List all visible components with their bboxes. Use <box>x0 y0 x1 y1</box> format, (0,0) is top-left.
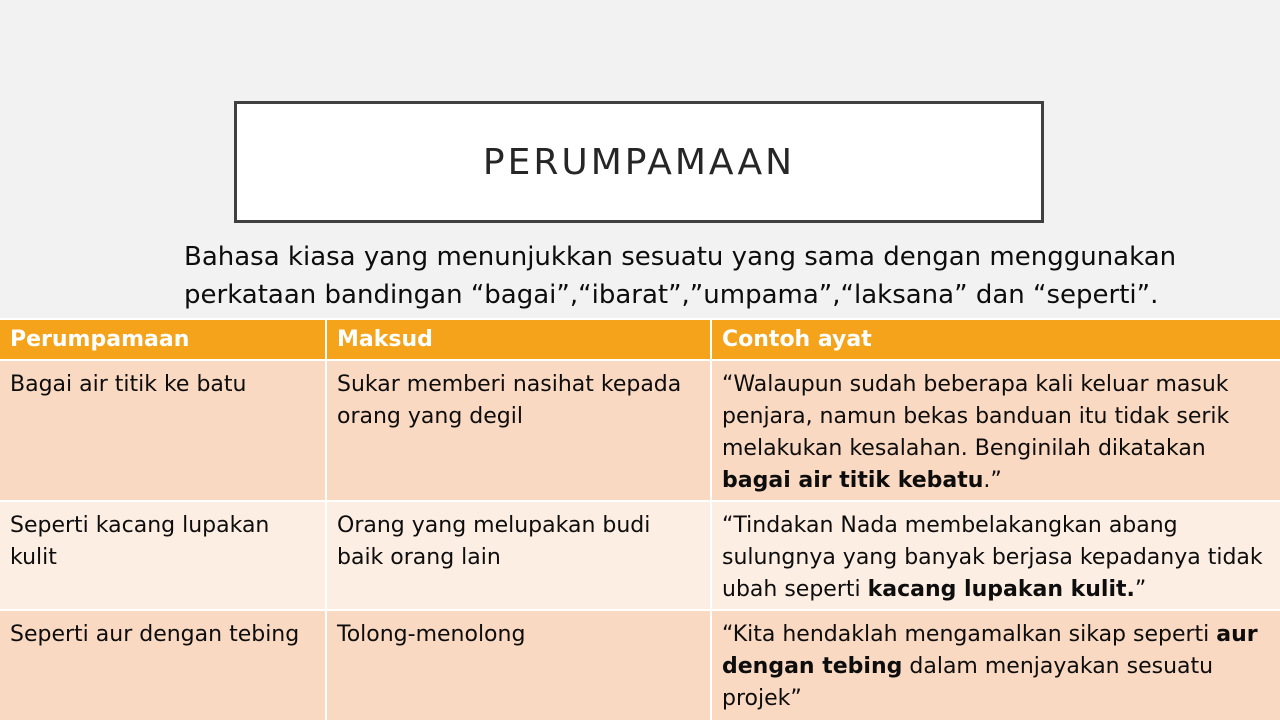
header-perumpamaan: Perumpamaan <box>0 320 326 360</box>
cell-perumpamaan: Seperti aur dengan tebing <box>0 610 326 720</box>
cell-maksud: Sukar memberi nasihat kepada orang yang degil <box>326 360 711 501</box>
contoh-text: “Tindakan Nada membelakangkan abang sulungnya yang banyak berjasa kepadanya tidak ubah seperti <box>722 513 1263 602</box>
cell-contoh-ayat <box>711 501 1280 610</box>
cell-perumpamaan: Bagai air titik ke batu <box>0 360 326 501</box>
slide-subtitle <box>184 238 1177 314</box>
table-header-row <box>0 320 1280 360</box>
contoh-highlight: aur dengan tebing <box>722 622 1258 679</box>
title-box <box>234 101 1044 223</box>
cell-perumpamaan: Seperti kacang lupakan kulit <box>0 501 326 610</box>
contoh-text-end: .” <box>983 468 1002 493</box>
table-row <box>0 501 1280 610</box>
cell-contoh-ayat <box>711 610 1280 720</box>
contoh-text-end: ” <box>1134 577 1147 602</box>
table-row <box>0 610 1280 720</box>
contoh-highlight: kacang lupakan kulit. <box>867 577 1135 602</box>
perumpamaan-table <box>0 320 1280 720</box>
contoh-text: “Walaupun sudah beberapa kali keluar masuk penjara, namun bekas banduan itu tidak serik melakukan kesalahan. Benginilah dikatakan <box>722 372 1230 461</box>
header-contoh-ayat: Contoh ayat <box>711 320 1280 360</box>
subtitle-line-1: Bahasa kiasa yang menunjukkan sesuatu yang sama dengan menggunakan <box>184 242 1177 272</box>
cell-maksud: Orang yang melupakan budi baik orang lain <box>326 501 711 610</box>
slide-title: PERUMPAMAAN <box>482 141 796 183</box>
table-row <box>0 360 1280 501</box>
cell-maksud: Tolong-menolong <box>326 610 711 720</box>
contoh-text-end: dalam menjayakan sesuatu projek” <box>722 654 1214 711</box>
contoh-text: “Kita hendaklah mengamalkan sikap seperti <box>722 622 1217 647</box>
subtitle-line-2: perkataan bandingan “bagai”,“ibarat”,”umpama”,“laksana” dan “seperti”. <box>184 280 1159 310</box>
cell-contoh-ayat <box>711 360 1280 501</box>
contoh-highlight: bagai air titik kebatu <box>722 468 984 493</box>
header-maksud: Maksud <box>326 320 711 360</box>
